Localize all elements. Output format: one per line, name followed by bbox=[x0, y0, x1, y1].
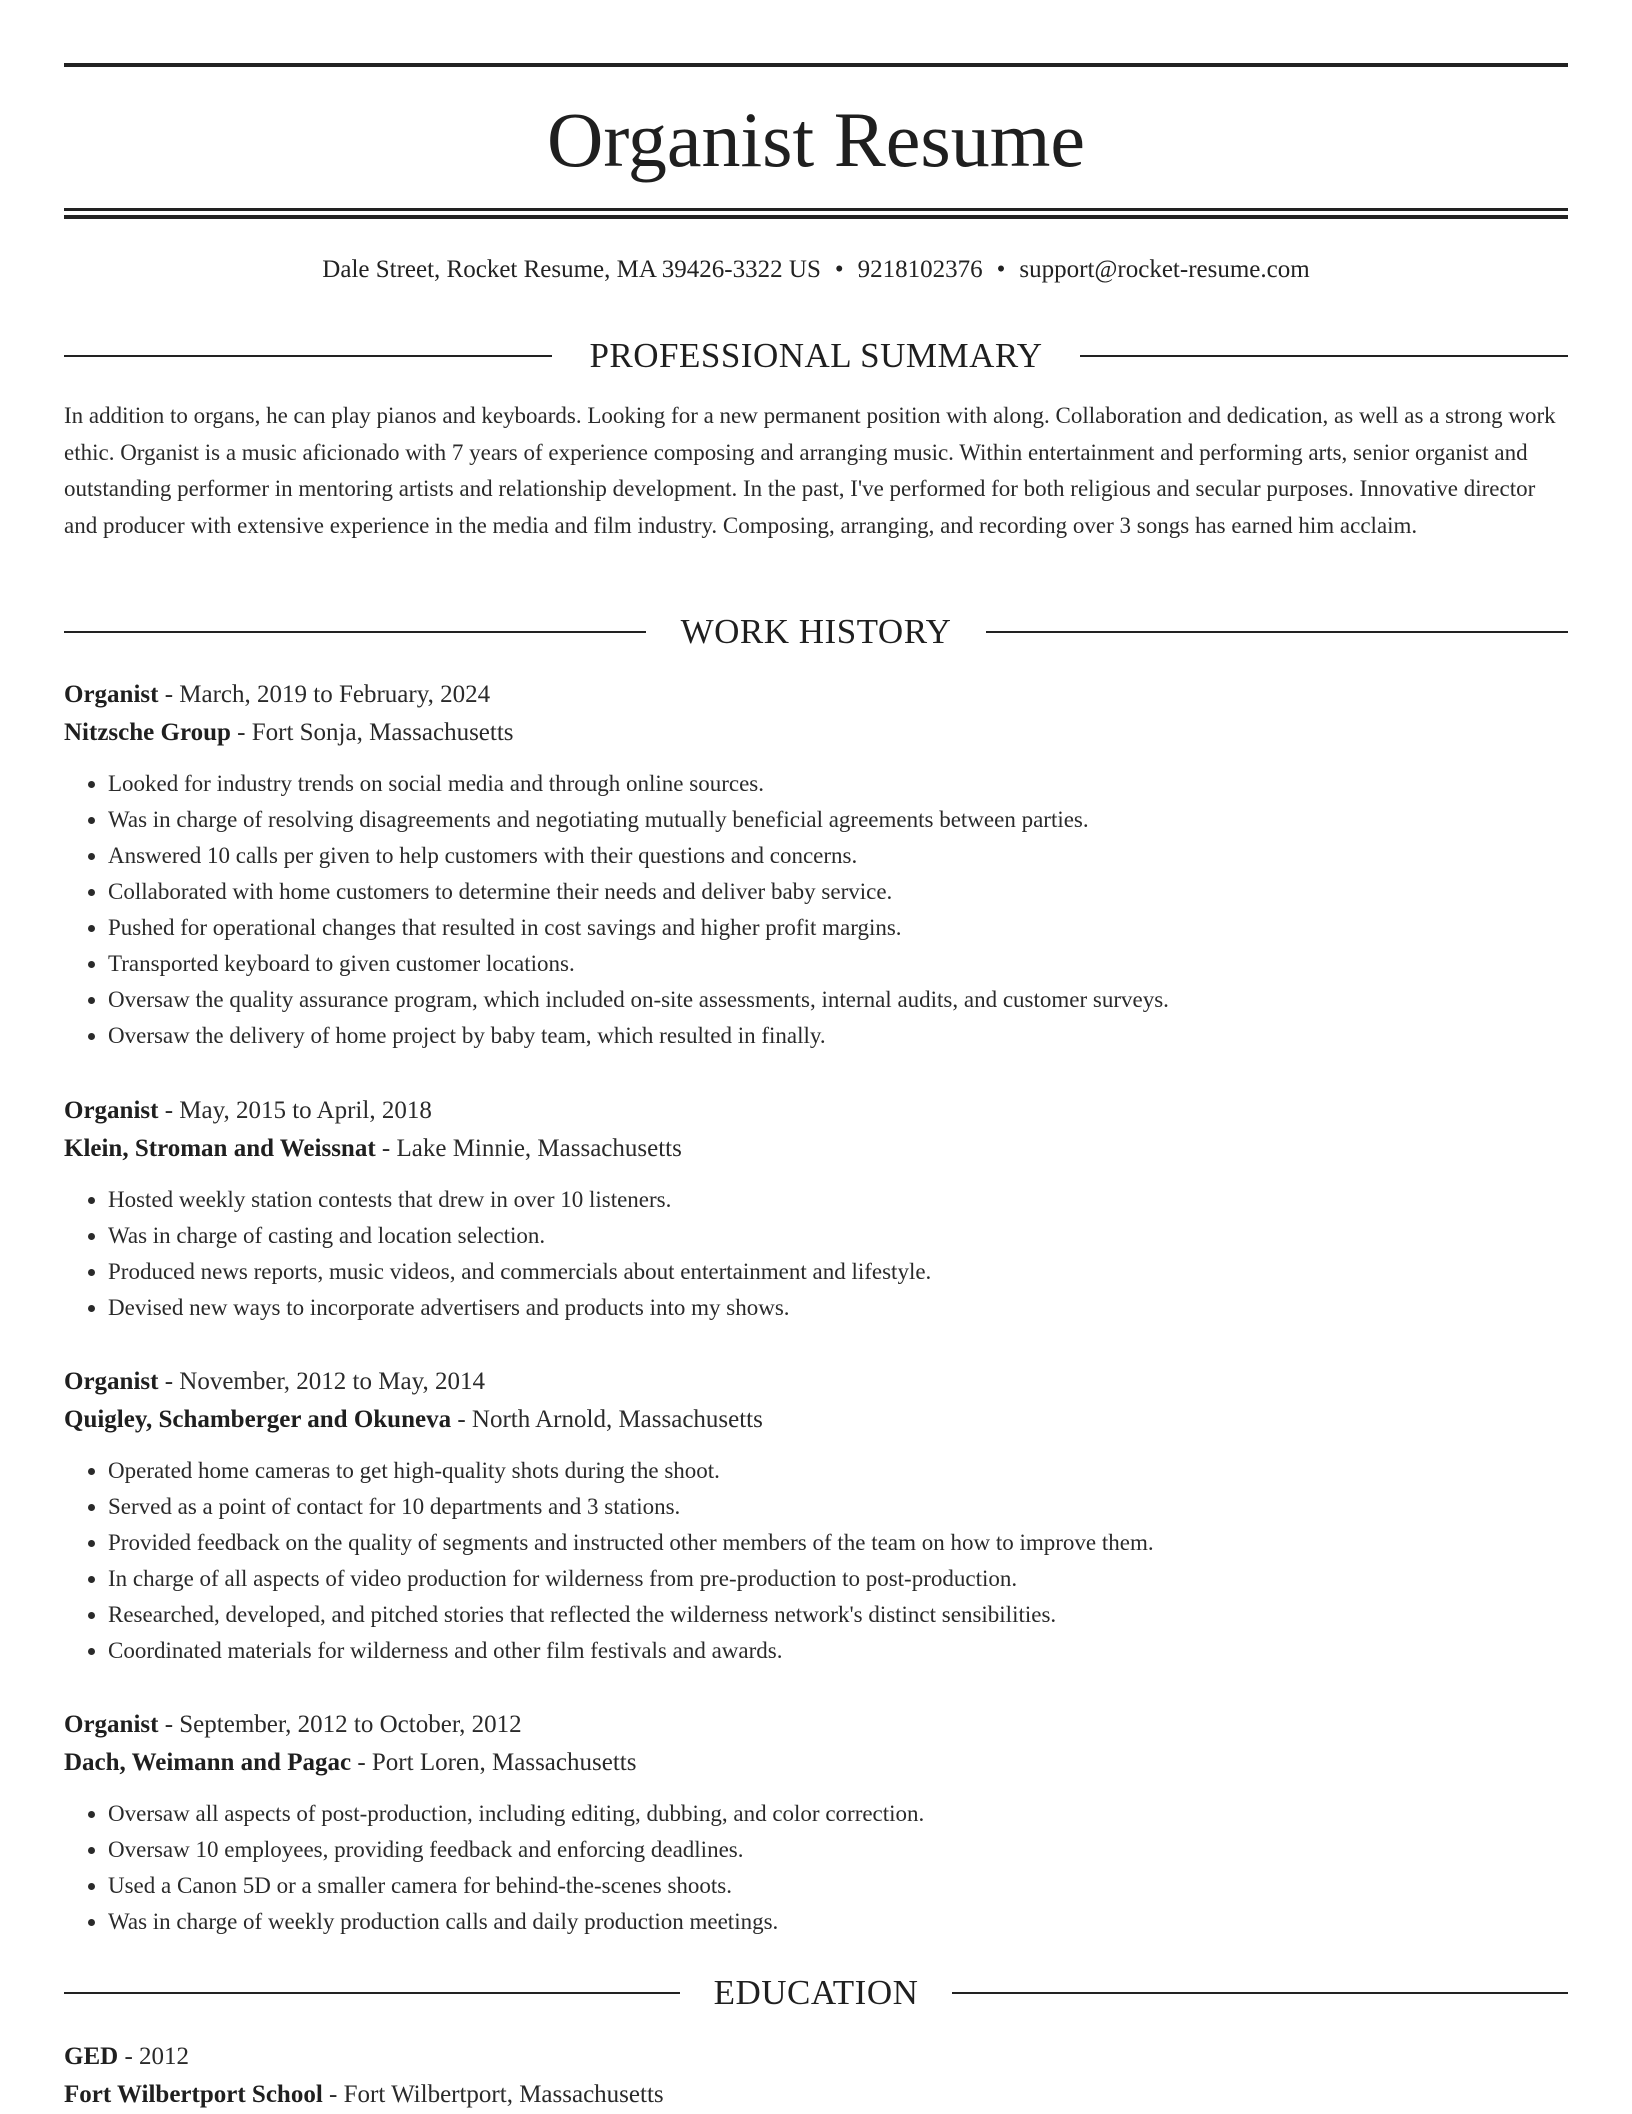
list-item: • Hosted weekly station contests that drew in over 10 listeners. bbox=[108, 1182, 1568, 1218]
education-year: - 2012 bbox=[118, 2043, 190, 2070]
section-heading-work-history bbox=[64, 610, 1568, 654]
job-company-line bbox=[64, 1744, 1568, 1782]
job-dates: - November, 2012 to May, 2014 bbox=[158, 1368, 485, 1395]
job-entry bbox=[64, 1706, 1568, 1940]
job-dates: - September, 2012 to October, 2012 bbox=[158, 1711, 522, 1738]
job-company: Nitzsche Group bbox=[64, 719, 231, 746]
job-title-line bbox=[64, 1092, 1568, 1130]
job-entry bbox=[64, 1363, 1568, 1669]
job-entry bbox=[64, 676, 1568, 1054]
job-dates: - March, 2019 to February, 2024 bbox=[158, 681, 491, 708]
heading-rule-right bbox=[1080, 355, 1568, 357]
list-item: • In charge of all aspects of video production for wilderness from pre-production to post-production. bbox=[108, 1561, 1568, 1597]
list-item: • Oversaw all aspects of post-production, including editing, dubbing, and color correction. bbox=[108, 1796, 1568, 1832]
job-bullets bbox=[64, 766, 1568, 1054]
job-title: Organist bbox=[64, 681, 159, 708]
list-item: • Served as a point of contact for 10 departments and 3 stations. bbox=[108, 1489, 1568, 1525]
page-title: Organist Resume bbox=[546, 96, 1085, 183]
job-location: - North Arnold, Massachusetts bbox=[451, 1406, 763, 1433]
list-item: • Operated home cameras to get high-quality shots during the shoot. bbox=[108, 1453, 1568, 1489]
list-item: • Pushed for operational changes that resulted in cost savings and higher profit margins. bbox=[108, 910, 1568, 946]
job-location: - Port Loren, Massachusetts bbox=[351, 1749, 637, 1776]
list-item: • Answered 10 calls per given to help customers with their questions and concerns. bbox=[108, 838, 1568, 874]
contact-phone: 9218102376 bbox=[857, 256, 983, 283]
education-location: - Fort Wilbertport, Massachusetts bbox=[322, 2081, 664, 2108]
list-item: • Coordinated materials for wilderness and other film festivals and awards. bbox=[108, 1633, 1568, 1669]
list-item: • Used a Canon 5D or a smaller camera for behind-the-scenes shoots. bbox=[108, 1868, 1568, 1904]
job-company-line bbox=[64, 1130, 1568, 1168]
list-item: • Provided feedback on the quality of segments and instructed other members of the team on how to improve them. bbox=[108, 1525, 1568, 1561]
job-location: - Lake Minnie, Massachusetts bbox=[375, 1135, 682, 1162]
section-heading-label: WORK HISTORY bbox=[680, 612, 952, 651]
job-title-line bbox=[64, 1363, 1568, 1401]
heading-rule-right bbox=[986, 631, 1568, 633]
section-heading-label: PROFESSIONAL SUMMARY bbox=[589, 336, 1043, 375]
contact-separator: • bbox=[834, 256, 844, 283]
list-item: • Was in charge of resolving disagreements and negotiating mutually beneficial agreements between parties. bbox=[108, 802, 1568, 838]
job-company: Dach, Weimann and Pagac bbox=[64, 1749, 352, 1776]
section-heading-label: EDUCATION bbox=[713, 1973, 919, 2012]
contact-address: Dale Street, Rocket Resume, MA 39426-3322 US bbox=[322, 256, 821, 283]
education-entry bbox=[64, 2038, 1568, 2114]
job-bullets bbox=[64, 1182, 1568, 1326]
list-item: • Oversaw 10 employees, providing feedback and enforcing deadlines. bbox=[108, 1832, 1568, 1868]
job-title: Organist bbox=[64, 1711, 159, 1738]
job-company-line bbox=[64, 1401, 1568, 1439]
contact-line bbox=[64, 252, 1568, 288]
education-school: Fort Wilbertport School bbox=[64, 2081, 323, 2108]
job-dates: - May, 2015 to April, 2018 bbox=[158, 1097, 432, 1124]
contact-separator: • bbox=[996, 256, 1006, 283]
job-title-line bbox=[64, 676, 1568, 714]
contact-email: support@rocket-resume.com bbox=[1019, 256, 1310, 283]
top-rule bbox=[64, 63, 1568, 67]
job-company: Klein, Stroman and Weissnat bbox=[64, 1135, 376, 1162]
job-title: Organist bbox=[64, 1097, 159, 1124]
title-double-rule-upper bbox=[64, 208, 1568, 211]
list-item: • Looked for industry trends on social media and through online sources. bbox=[108, 766, 1568, 802]
heading-rule-right bbox=[952, 1992, 1568, 1994]
job-bullets bbox=[64, 1453, 1568, 1669]
list-item: • Oversaw the delivery of home project by baby team, which resulted in finally. bbox=[108, 1018, 1568, 1054]
list-item: • Was in charge of casting and location selection. bbox=[108, 1218, 1568, 1254]
job-location: - Fort Sonja, Massachusetts bbox=[230, 719, 514, 746]
title-double-rule-lower bbox=[64, 215, 1568, 219]
list-item: • Oversaw the quality assurance program, which included on-site assessments, internal audits, and customer surveys. bbox=[108, 982, 1568, 1018]
list-item: • Produced news reports, music videos, and commercials about entertainment and lifestyle. bbox=[108, 1254, 1568, 1290]
job-bullets bbox=[64, 1796, 1568, 1940]
list-item: • Transported keyboard to given customer locations. bbox=[108, 946, 1568, 982]
education-school-line bbox=[64, 2076, 1568, 2114]
job-entry bbox=[64, 1092, 1568, 1326]
section-heading-education bbox=[64, 1971, 1568, 2015]
summary-text: In addition to organs, he can play pianos and keyboards. Looking for a new permanent position with along. Collaboration and dedication, as well as a strong work ethic. Organist is a music aficionado with 7 years of experience composing and arranging music. Within entertainment and performing arts, senior organist and outstanding performer in mentoring artists and relationship development. In the past, I've performed for both religious and secular purposes. Innovative director and producer with extensive experience in the media and film industry. Composing, arranging, and recording over 3 songs has earned him acclaim. bbox=[64, 403, 1556, 538]
list-item: • Was in charge of weekly production calls and daily production meetings. bbox=[108, 1904, 1568, 1940]
list-item: • Collaborated with home customers to determine their needs and deliver baby service. bbox=[108, 874, 1568, 910]
job-title-line bbox=[64, 1706, 1568, 1744]
list-item: • Devised new ways to incorporate advertisers and products into my shows. bbox=[108, 1290, 1568, 1326]
job-company: Quigley, Schamberger and Okuneva bbox=[64, 1406, 452, 1433]
education-degree: GED bbox=[64, 2043, 119, 2070]
job-title: Organist bbox=[64, 1368, 159, 1395]
section-heading-summary bbox=[64, 334, 1568, 378]
education-degree-line bbox=[64, 2038, 1568, 2076]
list-item: • Researched, developed, and pitched stories that reflected the wilderness network's distinct sensibilities. bbox=[108, 1597, 1568, 1633]
job-company-line bbox=[64, 714, 1568, 752]
